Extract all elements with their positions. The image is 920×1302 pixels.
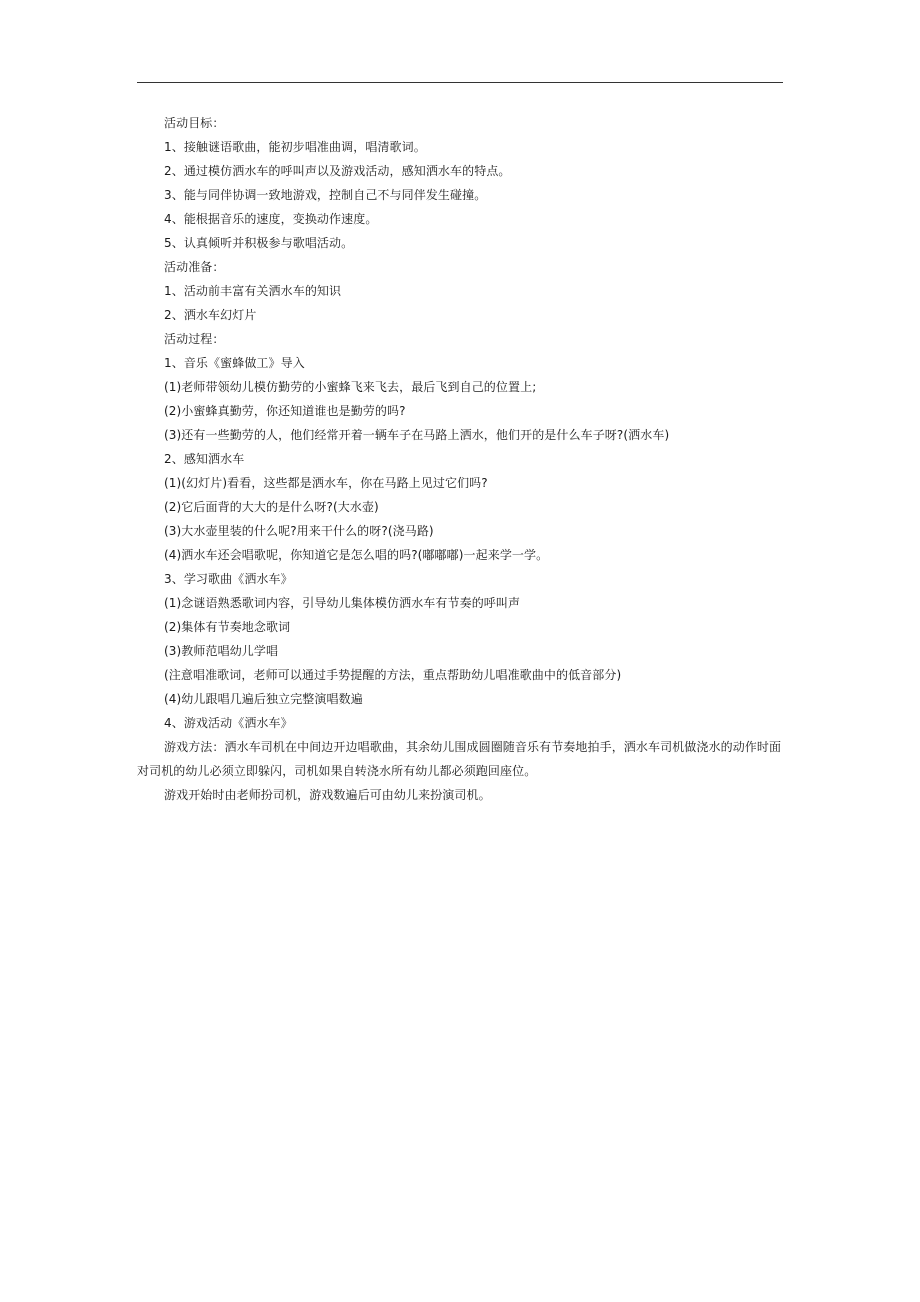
process-step-heading: 3、学习歌曲《洒水车》 <box>164 572 293 586</box>
process-step-heading: 2、感知洒水车 <box>164 452 245 466</box>
process-step-heading: 4、游戏活动《洒水车》 <box>164 716 293 730</box>
process-sub-item: (3)大水壶里装的什么呢?用来干什么的呀?(浇马路) <box>164 524 434 538</box>
goal-item: 2、通过模仿洒水车的呼叫声以及游戏活动，感知洒水车的特点。 <box>164 164 511 178</box>
preparation-item: 1、活动前丰富有关洒水车的知识 <box>164 284 342 298</box>
process-sub-item: (1)老师带领幼儿模仿勤劳的小蜜蜂飞来飞去，最后飞到自己的位置上; <box>164 380 537 394</box>
process-sub-item: (1)念谜语熟悉歌词内容，引导幼儿集体模仿洒水车有节奏的呼叫声 <box>164 596 521 610</box>
document-body <box>137 111 784 807</box>
process-sub-item: (3)还有一些勤劳的人，他们经常开着一辆车子在马路上洒水，他们开的是什么车子呀?(洒水车) <box>164 428 670 442</box>
process-sub-item: (4)洒水车还会唱歌呢，你知道它是怎么唱的吗?(嘟嘟嘟)一起来学一学。 <box>164 548 549 562</box>
game-method-paragraph: 游戏方法：洒水车司机在中间边开边唱歌曲，其余幼儿围成圆圈随音乐有节奏地拍手，洒水车司机做浇水的动作时面对司机的幼儿必须立即躲闪，司机如果自转浇水所有幼儿都必须跑回座位。 <box>137 740 782 778</box>
process-sub-item: (2)它后面背的大大的是什么呀?(大水壶) <box>164 500 379 514</box>
process-sub-item: (3)教师范唱幼儿学唱 <box>164 644 279 658</box>
section-heading-process: 活动过程： <box>164 332 225 346</box>
process-sub-item: (4)幼儿跟唱几遍后独立完整演唱数遍 <box>164 692 363 706</box>
process-note: (注意唱准歌词，老师可以通过手势提醒的方法，重点帮助幼儿唱准歌曲中的低音部分) <box>164 668 622 682</box>
preparation-item: 2、洒水车幻灯片 <box>164 308 257 322</box>
header-rule <box>137 82 783 83</box>
process-sub-item: (2)小蜜蜂真勤劳，你还知道谁也是勤劳的吗? <box>164 404 406 418</box>
section-heading-goals: 活动目标： <box>164 116 225 130</box>
process-sub-item: (1)(幻灯片)看看，这些都是洒水车，你在马路上见过它们吗? <box>164 476 488 490</box>
goal-item: 3、能与同伴协调一致地游戏，控制自己不与同伴发生碰撞。 <box>164 188 487 202</box>
goal-item: 4、能根据音乐的速度，变换动作速度。 <box>164 212 378 226</box>
process-step-heading: 1、音乐《蜜蜂做工》导入 <box>164 356 305 370</box>
closing-line: 游戏开始时由老师扮司机，游戏数遍后可由幼儿来扮演司机。 <box>164 788 491 802</box>
goal-item: 1、接触谜语歌曲，能初步唱准曲调，唱清歌词。 <box>164 140 426 154</box>
process-sub-item: (2)集体有节奏地念歌词 <box>164 620 291 634</box>
goal-item: 5、认真倾听并积极参与歌唱活动。 <box>164 236 354 250</box>
section-heading-preparation: 活动准备： <box>164 260 225 274</box>
